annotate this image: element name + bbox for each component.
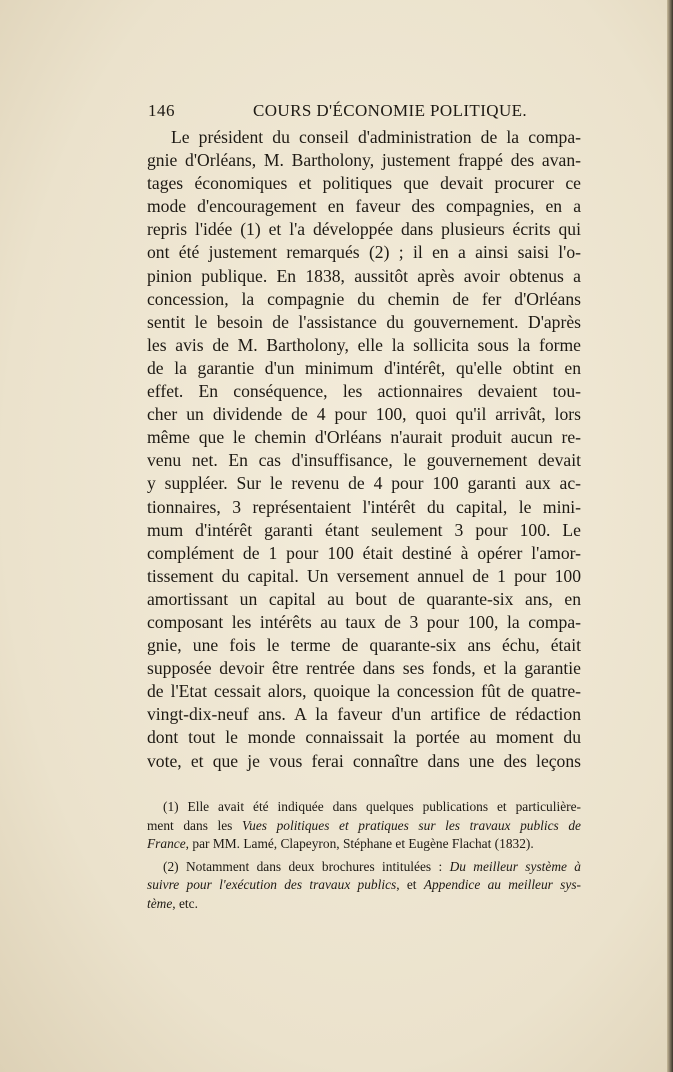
body-text [147,126,581,773]
footnote-title: France [147,836,186,852]
text-line: les avis de M. Bartholony, elle la sollicita sous la forme [147,334,581,355]
footnote-2-line [147,895,581,914]
text-line: composant les intérêts au taux de 3 pour 100, la compa- [147,611,581,632]
text-line: vote, et que je vous ferai connaître dans une des leçons [147,750,581,771]
footnote-2-line [147,876,581,895]
footnotes [147,798,581,914]
footnote-text: (1) Elle avait été indiquée dans quelques publications et particulière- [163,799,581,814]
footnote-title: Vues politiques et pratiques sur les travaux publics de [241,817,581,833]
running-title: COURS D'ÉCONOMIE POLITIQUE. [253,101,528,120]
page-edge-shadow [667,0,673,1072]
text-line: concession, la compagnie du chemin de fer d'Orléans [147,288,581,309]
text-line: effet. En conséquence, les actionnaires devaient tou- [147,381,581,402]
footnote-2-line [147,858,581,877]
page-number: 146 [148,101,175,120]
text-line: tionnaires, 3 représentaient l'intérêt du capital, le mini- [147,496,581,517]
text-line: de l'Etat cessait alors, quoique la concession fût de quatre- [147,681,581,702]
footnote-text: (2) Notamment dans deux brochures intitulées : [163,858,450,874]
text-line: complément de 1 pour 100 était destiné à opérer l'amor- [147,542,581,563]
text-line: mode d'encouragement en faveur des compagnies, en a [147,196,581,217]
text-line: venu net. En cas d'insuffisance, le gouvernement devait [147,450,581,471]
text-line: sentit le besoin de l'assistance du gouvernement. D'après [147,311,581,332]
footnote-text: , et [396,877,424,893]
text-line: supposée devoir être rentrée dans ses fonds, et la garantie [147,658,581,679]
text-line: pinion publique. En 1838, aussitôt après avoir obtenus a [147,265,581,286]
footnote-1-line [147,835,581,854]
text-line: vingt-dix-neuf ans. A la faveur d'un artifice de rédaction [147,704,581,725]
text-line: même que le chemin d'Orléans n'aurait produit aucun re- [147,427,581,448]
text-line: y suppléer. Sur le revenu de 4 pour 100 garanti aux ac- [147,473,581,494]
text-line: tages économiques et politiques que devait procurer ce [147,173,581,194]
footnote-title: Appendice au meilleur sys- [423,877,581,893]
text-line: gnie, une fois le terme de quarante-six ans échu, était [147,635,581,656]
page-header [148,101,578,123]
text-line: gnie d'Orléans, M. Bartholony, justement frappé des avan- [147,150,581,171]
text-line: mum d'intérêt garanti étant seulement 3 pour 100. Le [147,519,581,540]
text-line: amortissant un capital au bout de quarante-six ans, en [147,588,581,609]
text-line: de la garantie d'un minimum d'intérêt, qu'elle obtint en [147,357,581,378]
footnote-title: Du meilleur système à [449,858,581,874]
footnote-text: , etc. [172,895,198,911]
footnote-title: tème [147,895,173,911]
footnote-1-line [147,817,581,836]
footnote-1-line [147,798,581,817]
text-line: ont été justement remarqués (2) ; il en a ainsi saisi l'o- [147,242,581,263]
text-line: tissement du capital. Un versement annuel de 1 pour 100 [147,565,581,586]
text-line: repris l'idée (1) et l'a développée dans plusieurs écrits qui [147,219,581,240]
footnote-text: ment dans les [147,817,242,833]
footnote-title: suivre pour l'exécution des travaux publics [147,877,397,893]
text-line: dont tout le monde connaissait la portée au moment du [147,727,581,748]
text-line: Le président du conseil d'administration de la compa- [171,127,581,147]
footnote-text: , par MM. Lamé, Clapeyron, Stéphane et Eugène Flachat (1832). [185,836,534,852]
text-line: cher un dividende de 4 pour 100, quoi qu'il arrivât, lors [147,404,581,425]
